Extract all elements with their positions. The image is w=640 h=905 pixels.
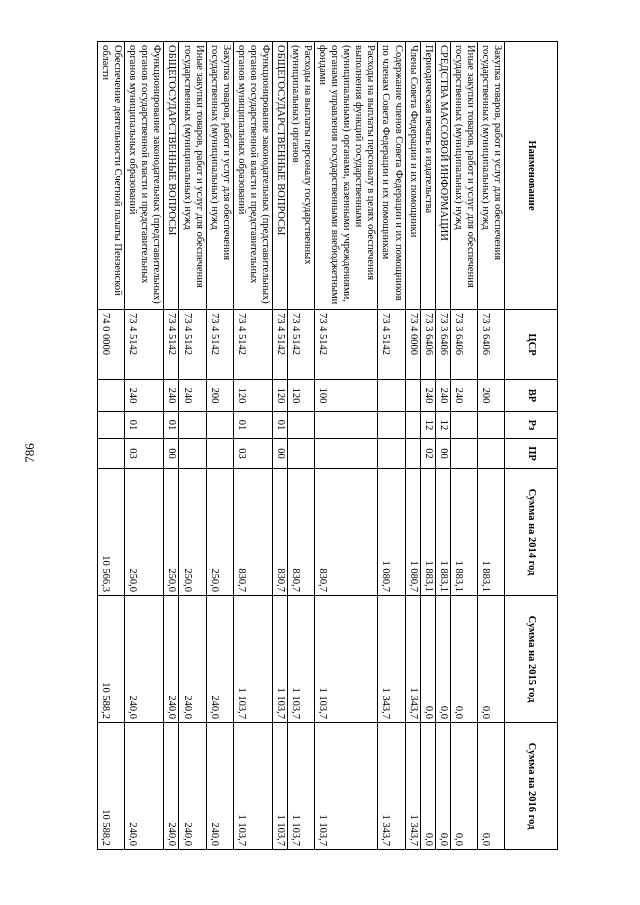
cell-sum-2016: 0,0: [477, 723, 504, 850]
cell-sum-2014: 10 566,3: [98, 469, 125, 596]
cell-csr: 73 3 6406: [435, 310, 450, 380]
cell-vr: 240: [179, 380, 206, 412]
header-rz: Рз: [505, 412, 558, 439]
cell-sum-2016: 1 103,7: [233, 723, 272, 850]
header-name: Наименование: [505, 42, 558, 310]
cell-name: Функционирование законодательных (представительных) органов государственной власти и представительных органов муниципальных образований: [125, 42, 164, 310]
cell-sum-2015: 0,0: [450, 596, 477, 723]
table-row: [378, 42, 405, 850]
cell-vr: 240: [450, 380, 477, 412]
cell-rz: 12: [420, 412, 435, 439]
cell-pr: [179, 439, 206, 469]
budget-table: [97, 41, 558, 850]
cell-sum-2014: 1 080,7: [378, 469, 405, 596]
cell-name: Расходы на выплаты персоналу в целях обеспечения выполнения функций государственными (муниципальными) органами, казенными учреждениями, органами управления государственными внебюджетными фондами: [315, 42, 378, 310]
cell-sum-2016: 240,0: [164, 723, 179, 850]
cell-vr: [378, 380, 405, 412]
cell-rz: 01: [164, 412, 179, 439]
table-row: [477, 42, 504, 850]
cell-name: ОБЩЕГОСУДАРСТВЕННЫЕ ВОПРОСЫ: [272, 42, 287, 310]
cell-sum-2016: 10 588,2: [98, 723, 125, 850]
cell-sum-2016: 240,0: [125, 723, 164, 850]
table-row: [420, 42, 435, 850]
cell-pr: [315, 439, 378, 469]
table-row: [179, 42, 206, 850]
cell-name: Иные закупки товаров, работ и услуг для обеспечения государственных (муниципальных) нужд: [179, 42, 206, 310]
cell-pr: [477, 439, 504, 469]
cell-pr: [450, 439, 477, 469]
header-sum-2014: Сумма на 2014 год: [505, 469, 558, 596]
cell-csr: 73 4 5142: [378, 310, 405, 380]
cell-sum-2014: 1 883,1: [477, 469, 504, 596]
cell-sum-2015: 240,0: [179, 596, 206, 723]
cell-rz: 12: [435, 412, 450, 439]
cell-pr: 03: [233, 439, 272, 469]
cell-sum-2016: 1 103,7: [315, 723, 378, 850]
table-row: [405, 42, 420, 850]
cell-vr: 240: [164, 380, 179, 412]
cell-pr: 00: [435, 439, 450, 469]
cell-sum-2014: 1 883,1: [450, 469, 477, 596]
cell-vr: [405, 380, 420, 412]
cell-pr: [206, 439, 233, 469]
header-csr: ЦСР: [505, 310, 558, 380]
cell-pr: [288, 439, 315, 469]
cell-pr: 00: [164, 439, 179, 469]
cell-pr: [378, 439, 405, 469]
cell-sum-2015: 1 103,7: [288, 596, 315, 723]
cell-sum-2014: 250,0: [179, 469, 206, 596]
cell-rz: [477, 412, 504, 439]
page-number: 786: [21, 443, 37, 463]
cell-pr: 00: [272, 439, 287, 469]
cell-rz: [450, 412, 477, 439]
cell-vr: 120: [272, 380, 287, 412]
cell-sum-2016: 1 103,7: [272, 723, 287, 850]
cell-vr: 240: [420, 380, 435, 412]
cell-rz: [206, 412, 233, 439]
cell-rz: [98, 412, 125, 439]
cell-csr: 74 0 0000: [98, 310, 125, 380]
cell-sum-2014: 830,7: [233, 469, 272, 596]
cell-pr: [405, 439, 420, 469]
rotated-page: [100, 41, 558, 849]
cell-name: Члены Совета Федерации и их помощники: [405, 42, 420, 310]
header-pr: ПР: [505, 439, 558, 469]
table-row: [450, 42, 477, 850]
cell-sum-2014: 1 080,7: [405, 469, 420, 596]
cell-csr: 73 4 5142: [164, 310, 179, 380]
header-vr: ВР: [505, 380, 558, 412]
cell-sum-2014: 250,0: [125, 469, 164, 596]
cell-sum-2016: 0,0: [435, 723, 450, 850]
cell-sum-2014: 1 883,1: [435, 469, 450, 596]
cell-rz: [288, 412, 315, 439]
cell-rz: 01: [272, 412, 287, 439]
table-row: [164, 42, 179, 850]
cell-sum-2015: 1 103,7: [233, 596, 272, 723]
cell-name: Функционирование законодательных (представительных) органов государственной власти и представительных органов муниципальных образований: [233, 42, 272, 310]
cell-csr: 73 4 5142: [179, 310, 206, 380]
cell-vr: 100: [315, 380, 378, 412]
cell-vr: 240: [435, 380, 450, 412]
cell-sum-2015: 10 588,2: [98, 596, 125, 723]
cell-sum-2014: 250,0: [164, 469, 179, 596]
cell-sum-2015: 1 103,7: [272, 596, 287, 723]
cell-name: Закупка товаров, работ и услуг для обеспечения государственных (муниципальных) нужд: [477, 42, 504, 310]
cell-rz: 01: [125, 412, 164, 439]
cell-name: Иные закупки товаров, работ и услуг для обеспечения государственных (муниципальных) нужд: [450, 42, 477, 310]
cell-sum-2014: 250,0: [206, 469, 233, 596]
cell-vr: 200: [477, 380, 504, 412]
cell-sum-2016: 1 343,7: [405, 723, 420, 850]
cell-vr: 120: [288, 380, 315, 412]
cell-sum-2016: 240,0: [206, 723, 233, 850]
cell-rz: [378, 412, 405, 439]
table-row: [98, 42, 125, 850]
cell-csr: 73 3 6406: [450, 310, 477, 380]
cell-rz: [179, 412, 206, 439]
cell-sum-2014: 1 883,1: [420, 469, 435, 596]
cell-name: Обеспечение деятельности Счетной палаты Пензенской области: [98, 42, 125, 310]
cell-sum-2016: 240,0: [179, 723, 206, 850]
cell-sum-2014: 830,7: [272, 469, 287, 596]
header-sum-2016: Сумма на 2016 год: [505, 723, 558, 850]
table-row: [272, 42, 287, 850]
cell-sum-2016: 1 103,7: [288, 723, 315, 850]
cell-csr: 73 4 5142: [288, 310, 315, 380]
cell-rz: 01: [233, 412, 272, 439]
cell-vr: [98, 380, 125, 412]
cell-rz: [315, 412, 378, 439]
cell-name: СРЕДСТВА МАССОВОЙ ИНФОРМАЦИИ: [435, 42, 450, 310]
cell-csr: 73 4 0000: [405, 310, 420, 380]
cell-name: Периодическая печать и издательства: [420, 42, 435, 310]
cell-sum-2016: 1 343,7: [378, 723, 405, 850]
table-row: [233, 42, 272, 850]
cell-sum-2016: 0,0: [420, 723, 435, 850]
cell-sum-2015: 1 343,7: [405, 596, 420, 723]
cell-sum-2016: 0,0: [450, 723, 477, 850]
cell-vr: 240: [125, 380, 164, 412]
table-row: [125, 42, 164, 850]
cell-sum-2015: 0,0: [477, 596, 504, 723]
table-row: [288, 42, 315, 850]
table-row: [315, 42, 378, 850]
cell-csr: 73 4 5142: [125, 310, 164, 380]
cell-sum-2015: 240,0: [125, 596, 164, 723]
cell-sum-2015: 1 343,7: [378, 596, 405, 723]
table-row: [206, 42, 233, 850]
cell-sum-2014: 830,7: [288, 469, 315, 596]
cell-csr: 73 4 5142: [315, 310, 378, 380]
cell-pr: [98, 439, 125, 469]
cell-sum-2015: 0,0: [420, 596, 435, 723]
cell-sum-2014: 830,7: [315, 469, 378, 596]
cell-csr: 73 4 5142: [272, 310, 287, 380]
cell-rz: [405, 412, 420, 439]
header-sum-2015: Сумма на 2015 год: [505, 596, 558, 723]
cell-sum-2015: 1 103,7: [315, 596, 378, 723]
cell-name: Расходы на выплаты персоналу государственных (муниципальных) органов: [288, 42, 315, 310]
cell-name: Содержание членов Совета Федерации и их помощников по членам Совета Федерации и их помощникам: [378, 42, 405, 310]
cell-sum-2015: 240,0: [164, 596, 179, 723]
cell-csr: 73 3 6406: [477, 310, 504, 380]
cell-pr: 02: [420, 439, 435, 469]
cell-csr: 73 4 5142: [233, 310, 272, 380]
cell-pr: 03: [125, 439, 164, 469]
table-body: [98, 42, 505, 850]
cell-csr: 73 4 5142: [206, 310, 233, 380]
cell-vr: 200: [206, 380, 233, 412]
cell-vr: 120: [233, 380, 272, 412]
cell-name: ОБЩЕГОСУДАРСТВЕННЫЕ ВОПРОСЫ: [164, 42, 179, 310]
header-row: [505, 42, 558, 850]
table-row: [435, 42, 450, 850]
cell-name: Закупка товаров, работ и услуг для обеспечения государственных (муниципальных) нужд: [206, 42, 233, 310]
cell-sum-2015: 0,0: [435, 596, 450, 723]
cell-csr: 73 3 6406: [420, 310, 435, 380]
cell-sum-2015: 240,0: [206, 596, 233, 723]
